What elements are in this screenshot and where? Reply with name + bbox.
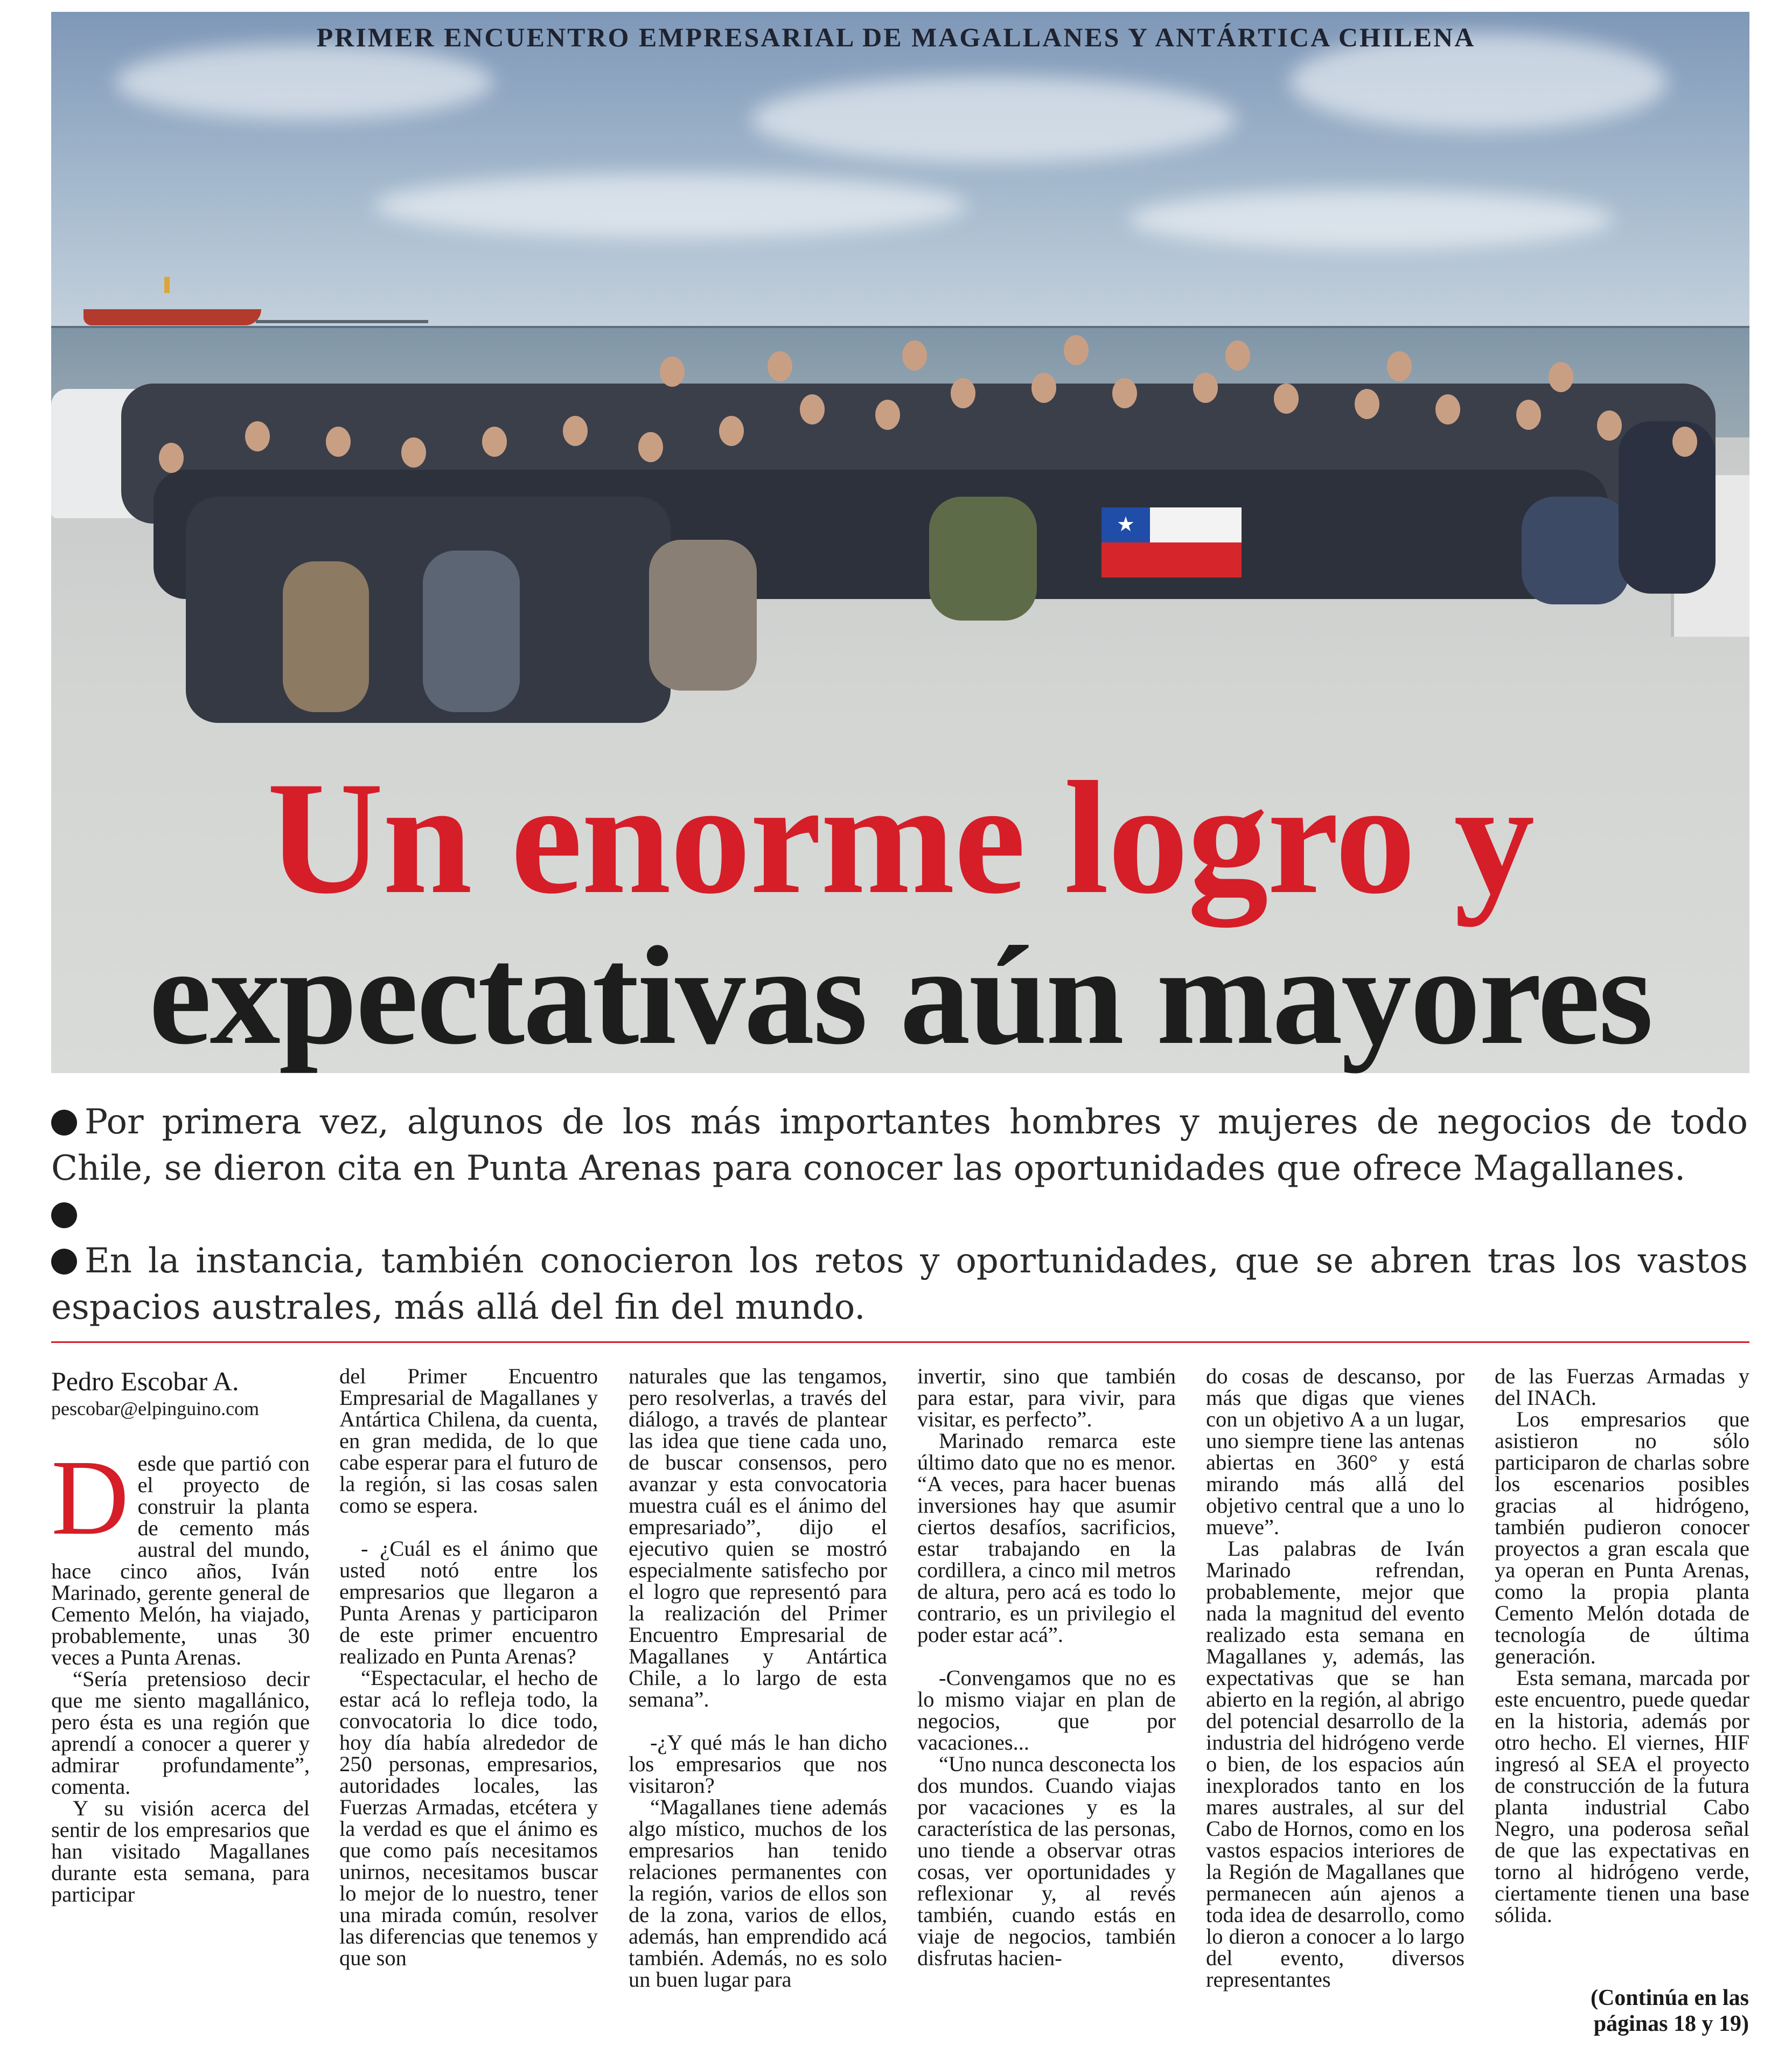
article-column-6 bbox=[1495, 1366, 1749, 1926]
pier bbox=[256, 320, 428, 323]
article-paragraph: Y su visión acerca del sentir de los empresarios que han visitado Magallanes durante esta semana, para participar bbox=[51, 1796, 310, 1906]
article-paragraph: Desde que partió con el proyecto de construir la planta de cemento más austral del mundo, hace cinco años, Iván Marinado, gerente general de Cemento Melón, ha viajado, probablemente, unas 30 veces a Punta Arenas. bbox=[51, 1438, 310, 1669]
article-paragraph: “Sería pretensioso decir que me siento magallánico, pero ésta es una región que aprendí a conocer a querer y admirar profundamente”, comenta. bbox=[51, 1667, 310, 1799]
deck-summary bbox=[51, 1099, 1748, 1331]
horizon-line bbox=[51, 326, 1749, 328]
article-column-5 bbox=[1206, 1366, 1465, 1990]
chile-flag: ★ bbox=[1101, 507, 1242, 577]
interview-question: -¿Y qué más le han dicho los empresarios que nos visitaron? bbox=[629, 1730, 887, 1798]
deck-item: En la instancia, también conocieron los retos y oportunidades, que se abren tras los vastos espacios australes, más allá del fin del mundo. bbox=[51, 1241, 1748, 1327]
bullet-dot-icon bbox=[51, 1202, 77, 1228]
article-paragraph: invertir, sino que también para estar, para vivir, para visitar, es perfecto”. bbox=[917, 1364, 1176, 1431]
byline-author: Pedro Escobar A. bbox=[51, 1366, 239, 1396]
article-paragraph: Las palabras de Iván Marinado refrendan, probablemente, mejor que nada la magnitud del evento realizado esta semana en Magallanes y, además, las expectativas que se han abierto en la región, al abrigo del potencial desarrollo de la industria del hidrógeno verde o bien, de los espacios aún inexplorados tanto en los mares australes, al sur del Cabo de Hornos, como en los vastos espacios interiores de la Región de Magallanes que permanecen aún ajenos a toda idea de desarrollo, como lo dieron a conocer a lo largo del evento, diversos representantes bbox=[1206, 1536, 1465, 1992]
byline-email: pescobar@elpinguino.com bbox=[51, 1398, 260, 1419]
article-paragraph: do cosas de descanso, por más que digas que vienes con un objetivo A a un lugar, uno siempre tiene las antenas abiertas en 360° y está mirando más allá del objetivo central que a uno lo mueve”. bbox=[1206, 1364, 1465, 1539]
continued-line-1: (Continúa en las bbox=[1590, 1986, 1749, 2010]
headline-line-2: expectativas aún mayores bbox=[149, 917, 1652, 1074]
icebreaker-ship bbox=[83, 288, 261, 325]
kicker-title: PRIMER ENCUENTRO EMPRESARIAL DE MAGALLANES Y ANTÁRTICA CHILENA bbox=[316, 22, 1476, 52]
article-paragraph: de las Fuerzas Armadas y del INACh. bbox=[1495, 1364, 1749, 1410]
article-column-3 bbox=[629, 1366, 887, 1990]
interview-question: -Convengamos que no es lo mismo viajar en plan de negocios, que por vacaciones... bbox=[917, 1666, 1176, 1754]
bullet-dot-icon bbox=[51, 1110, 77, 1136]
article-paragraph: Marinado remarca este último dato que no es menor. “A veces, para hacer buenas inversiones hay que asumir ciertos desafíos, sacrificios, estar trabajando en la cordillera, a cinco mil metros de altura, pero acá es todo lo contrario, es un privilegio el poder estar acá”. bbox=[917, 1429, 1176, 1647]
article-column-4 bbox=[917, 1366, 1176, 1969]
article-paragraph: Los empresarios que asistieron no sólo participaron de charlas sobre los escenarios posibles gracias al hidrógeno, también pudieron conocer proyectos a gran escala que ya operan en Punta Arenas, como la propia planta Cemento Melón dotada de tecnología de última generación. bbox=[1495, 1407, 1749, 1668]
article-paragraph: del Primer Encuentro Empresarial de Magallanes y Antártica Chilena, da cuenta, en gran medida, de lo que cabe esperar para el futuro de la región, si las cosas salen como se espera. bbox=[339, 1364, 598, 1517]
continued-line-2: páginas 18 y 19) bbox=[1593, 2011, 1749, 2036]
article-paragraph: naturales que las tengamos, pero resolverlas, a través del diálogo, a través de plantear las idea que tiene cada uno, de buscar consensos, pero avanzar y esta convocatoria muestra cuál es el ánimo del empresariado”, dijo el ejecutivo quien se mostró especialmente satisfecho por el logro que representó para la realización del Primer Encuentro Empresarial de Magallanes y Antártica Chile, a lo largo de esta semana”. bbox=[629, 1364, 887, 1711]
deck-item: Por primera vez, algunos de los más importantes hombres y mujeres de negocios de todo Chile, se dieron cita en Punta Arenas para conocer las oportunidades que ofrece Magallanes. bbox=[51, 1102, 1748, 1188]
deck-empty-item bbox=[51, 1192, 1748, 1238]
crowd-of-business-people bbox=[121, 335, 1716, 712]
article-paragraph: “Espectacular, el hecho de estar acá lo refleja todo, la convocatoria lo dice todo, hoy día había alrededor de 250 personas, empresarios, autoridades locales, las Fuerzas Armadas, etcétera y la verdad es que el ánimo es que como país necesitamos unirnos, necesitamos buscar lo mejor de lo nuestro, tener una mirada común, resolver las diferencias que tenemos y que son bbox=[339, 1666, 598, 1970]
continued-on-pages-link[interactable] bbox=[1544, 1985, 1749, 2037]
article-paragraph: “Magallanes tiene además algo místico, muchos de los empresarios han tenido relaciones permanentes con la región, varios de ellos son de la zona, varios de ellos, además, han emprendido acá también. Además, no es solo un buen lugar para bbox=[629, 1795, 887, 1992]
article-column-2 bbox=[339, 1366, 598, 1969]
headline bbox=[51, 748, 1749, 1074]
headline-line-1: Un enorme logro y bbox=[267, 748, 1534, 927]
interview-question: - ¿Cuál es el ánimo que usted notó entre los empresarios que llegaron a Punta Arenas y participaron de este primer encuentro realizado en Punta Arenas? bbox=[339, 1536, 598, 1668]
article-paragraph: “Uno nunca desconecta los dos mundos. Cuando viajas por vacaciones y es la característica de las personas, uno tiende a observar otras cosas, ver oportunidades y reflexionar y, al revés también, cuando estás en viaje de negocios, también disfrutas hacien- bbox=[917, 1752, 1176, 1970]
drop-cap: D bbox=[51, 1438, 129, 1557]
article-paragraph: Esta semana, marcada por este encuentro, puede quedar en la historia, además por otro hecho. El viernes, HIF ingresó al SEA el proyecto de construcción de la futura planta industrial Cabo Negro, una poderosa señal de que las expectativas en torno al hidrógeno verde, ciertamente tienen una base sólida. bbox=[1495, 1666, 1749, 1927]
divider-rule bbox=[51, 1341, 1749, 1343]
bullet-dot-icon bbox=[51, 1249, 77, 1275]
article-column-1 bbox=[51, 1366, 310, 1905]
